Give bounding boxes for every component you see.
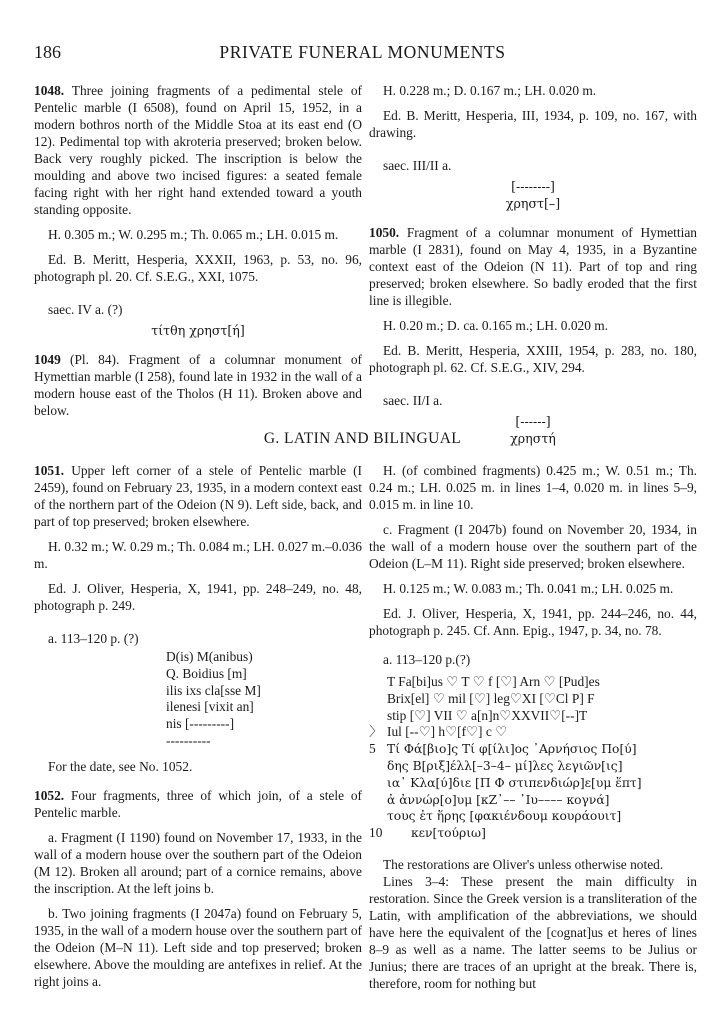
entry-1049-date: saec. III/II a. bbox=[383, 158, 452, 173]
inscription-line: [------] bbox=[515, 414, 551, 429]
line-text: κεν[τούριω] bbox=[411, 826, 486, 841]
entry-1050-description: 1050. Fragment of a columnar monument of Hymettian marble (I 2831), found on May 4, 1935, in a Byzantine context east of the Odeion (N 11). Part of top and ring preserved; broken elsewhere. So badly eroded that the first line is illegible. bbox=[369, 225, 697, 308]
line-text: stip [♡] VII ♡ a[n]n♡XXVII♡[--]T bbox=[387, 707, 588, 723]
entry-1052-inscription bbox=[369, 674, 697, 842]
line-text: ἀ ἀννώρ[ο]υμ [κΖ᾿–– ᾿Ιυ–––– κογνά] bbox=[387, 792, 610, 807]
inscription-line: D(is) M(anibus) bbox=[166, 649, 253, 664]
entry-1051-number: 1051. bbox=[34, 463, 65, 478]
line-text: τους ἐτ ἥρης [φακιένδουμ κουράουιτ] bbox=[387, 809, 622, 824]
entry-1049-dimensions: H. 0.228 m.; D. 0.167 m.; LH. 0.020 m. bbox=[383, 83, 597, 98]
inscription-line bbox=[369, 758, 697, 775]
entry-1051-description: 1051. Upper left corner of a stele of Pentelic marble (I 2459), found on February 23, 1935, in a modern context east of the northern part of the Odeion (N 9). Left side, back, and part of top preserved; broken elsewhere. bbox=[34, 463, 362, 529]
inscription-line bbox=[369, 691, 697, 708]
line-text: δης Β[ριξ]έλλ[–3–4– μί]λες λεγιῶν[ις] bbox=[387, 758, 623, 773]
inscription-line bbox=[369, 724, 697, 741]
entry-1052-intro: 1052. Four fragments, three of which join, of a stele of Pentelic marble. bbox=[34, 787, 362, 820]
inscription-line bbox=[369, 741, 697, 758]
entry-1048-number: 1048. bbox=[34, 83, 65, 98]
entry-1049-description: 1049 (Pl. 84). Fragment of a columnar monument of Hymettian marble (I 258), found late in 1932 in the wall of a modern house east of the Tholos (H 11). Broken above and below. bbox=[34, 352, 362, 418]
entry-1051-note: For the date, see No. 1052. bbox=[48, 758, 193, 774]
entry-1048-dimensions: H. 0.305 m.; W. 0.295 m.; Th. 0.065 m.; LH. 0.015 m. bbox=[48, 227, 339, 242]
entry-1052-edition: Ed. J. Oliver, Hesperia, X, 1941, pp. 244–246, no. 44, photograph p. 245. Cf. Ann. Epig., 1947, p. 34, no. 78. bbox=[369, 606, 697, 638]
entry-1052-number: 1052. bbox=[34, 787, 65, 803]
line-text: Iul [--♡] h♡[f♡] c ♡ bbox=[387, 724, 508, 740]
line-text: T Fa[bi]us ♡ T ♡ f [♡] Arn ♡ [Pud]es bbox=[387, 674, 600, 689]
inscription-line bbox=[369, 792, 697, 809]
inscription-line bbox=[369, 825, 697, 842]
inscription-line bbox=[369, 775, 697, 792]
entry-1050-edition: Ed. B. Meritt, Hesperia, XXIII, 1954, p. 283, no. 180, photograph pl. 62. Cf. S.E.G., XIV, 294. bbox=[369, 343, 697, 375]
entry-1048-date: saec. IV a. (?) bbox=[48, 302, 123, 317]
inscription-line: χρηστ[–] bbox=[505, 196, 561, 211]
line-number bbox=[369, 775, 387, 792]
entry-1052-fragment-c-dimensions: H. 0.125 m.; W. 0.083 m.; Th. 0.041 m.; LH. 0.025 m. bbox=[383, 581, 674, 596]
entry-1051-edition: Ed. J. Oliver, Hesperia, X, 1941, pp. 248–249, no. 48, photograph p. 249. bbox=[34, 581, 362, 613]
commentary-lines-3-4: Lines 3–4: These present the main difficulty in restoration. Since the Greek version is a transliteration of the Latin, with amplification of the abbreviations, we should have here the equivalent of the [cognat]us et heres of lines 8–9 as well as a name. The latter seems to be Julius or Junius; there are traces of an upright at the break. There is, therefore, room for nothing but bbox=[369, 873, 697, 991]
line-text: ια᾿ Κλα[ύ]διε [Π Φ στιπενδιώρ]ε[υμ ἕπτ] bbox=[387, 775, 642, 790]
line-text: Brix[el] ♡ mil [♡] leg♡XI [♡Cl P] F bbox=[387, 690, 595, 706]
entry-1050-date: saec. II/I a. bbox=[383, 393, 443, 408]
entry-1048-inscription: τίτθη χρηστ[ή] bbox=[151, 323, 245, 338]
line-number bbox=[369, 808, 387, 825]
entry-1051-dimensions: H. 0.32 m.; W. 0.29 m.; Th. 0.084 m.; LH. 0.027 m.–0.036 m. bbox=[34, 539, 362, 571]
inscription-line bbox=[369, 808, 697, 825]
inscription-line bbox=[369, 708, 697, 725]
inscription-line: ilis ixs cla[sse M] bbox=[166, 682, 261, 698]
entry-1048-description: 1048. Three joining fragments of a pedimental stele of Pentelic marble (I 6508), found on April 15, 1952, in a modern bothros north of the Middle Stoa at its east end (O 12). Pedimental top with akroteria preserved; broken below. Back very roughly picked. The inscription is below the moulding and above two incised figures: a seated female facing right with her right hand extended toward a youth standing opposite. bbox=[34, 83, 362, 217]
column-top-left bbox=[34, 82, 362, 419]
entry-1050-number: 1050. bbox=[369, 225, 400, 240]
line-number bbox=[369, 792, 387, 809]
inscription-line: ilenesi [vixit an] bbox=[166, 699, 254, 715]
line-number: 〉 bbox=[369, 724, 383, 740]
entry-1052-fragment-a: a. Fragment (I 1190) found on November 17, 1933, in the wall of a modern house over the southern part of the Odeion (M 12). Broken all around; part of a cornice remains, above the inscription. At the left joins b. bbox=[34, 829, 362, 896]
line-number bbox=[369, 674, 387, 691]
column-bottom-left bbox=[34, 462, 362, 990]
entry-1051-date: a. 113–120 p. (?) bbox=[48, 631, 139, 646]
column-bottom-right bbox=[369, 462, 697, 992]
line-number bbox=[369, 758, 387, 775]
inscription-line: χρηστή bbox=[510, 431, 556, 446]
entry-1052-fragment-b: b. Two joining fragments (I 2047a) found on February 5, 1935, in the wall of a modern house over the southern part of the Odeion (M–N 11). Left side and top preserved; broken elsewhere. Above the moulding are antefixes in relief. At the right joins a. bbox=[34, 905, 362, 989]
running-title: PRIVATE FUNERAL MONUMENTS bbox=[219, 42, 506, 62]
inscription-line: nis [---------] bbox=[166, 716, 235, 732]
entry-1050-dimensions: H. 0.20 m.; D. ca. 0.165 m.; LH. 0.020 m. bbox=[383, 318, 609, 333]
entry-1051-inscription bbox=[166, 649, 362, 750]
entry-1052-fragment-c: c. Fragment (I 2047b) found on November 20, 1934, in the wall of a modern house over the southern part of the Odeion (L–M 11). Right side preserved; broken elsewhere. bbox=[369, 522, 697, 571]
line-number bbox=[369, 708, 387, 725]
inscription-line: Q. Boidius [m] bbox=[166, 665, 247, 681]
line-text: Τί Φά[βιο]ς Τί φ[ίλι]ος ᾿Αρνήσιος Πο[ύ] bbox=[387, 742, 637, 757]
entry-1049-edition: Ed. B. Meritt, Hesperia, III, 1934, p. 109, no. 167, with drawing. bbox=[369, 108, 697, 140]
entry-1052-dimensions: H. (of combined fragments) 0.425 m.; W. 0.51 m.; Th. 0.24 m.; LH. 0.025 m. in lines 1–4, 0.020 m. in lines 5–9, 0.015 m. in line 10. bbox=[369, 463, 697, 512]
entry-1049-inscription bbox=[369, 178, 697, 212]
page-number: 186 bbox=[34, 42, 61, 62]
inscription-line bbox=[369, 674, 697, 691]
entry-1049-number: 1049 bbox=[34, 352, 61, 367]
entry-1052-date: a. 113–120 p.(?) bbox=[383, 652, 471, 667]
commentary-note: The restorations are Oliver's unless otherwise noted. bbox=[383, 856, 664, 872]
column-top-right bbox=[369, 82, 697, 447]
inscription-line: [--------] bbox=[511, 179, 555, 194]
line-number bbox=[369, 691, 387, 708]
entry-1048-edition: Ed. B. Meritt, Hesperia, XXXII, 1963, p. 53, no. 96, photograph pl. 20. Cf. S.E.G., XXI, 1075. bbox=[34, 252, 362, 284]
section-heading: G. LATIN AND BILINGUAL bbox=[263, 430, 462, 447]
inscription-line: ---------- bbox=[166, 732, 211, 748]
line-number: 5 bbox=[369, 741, 376, 757]
line-number: 10 bbox=[369, 825, 383, 841]
